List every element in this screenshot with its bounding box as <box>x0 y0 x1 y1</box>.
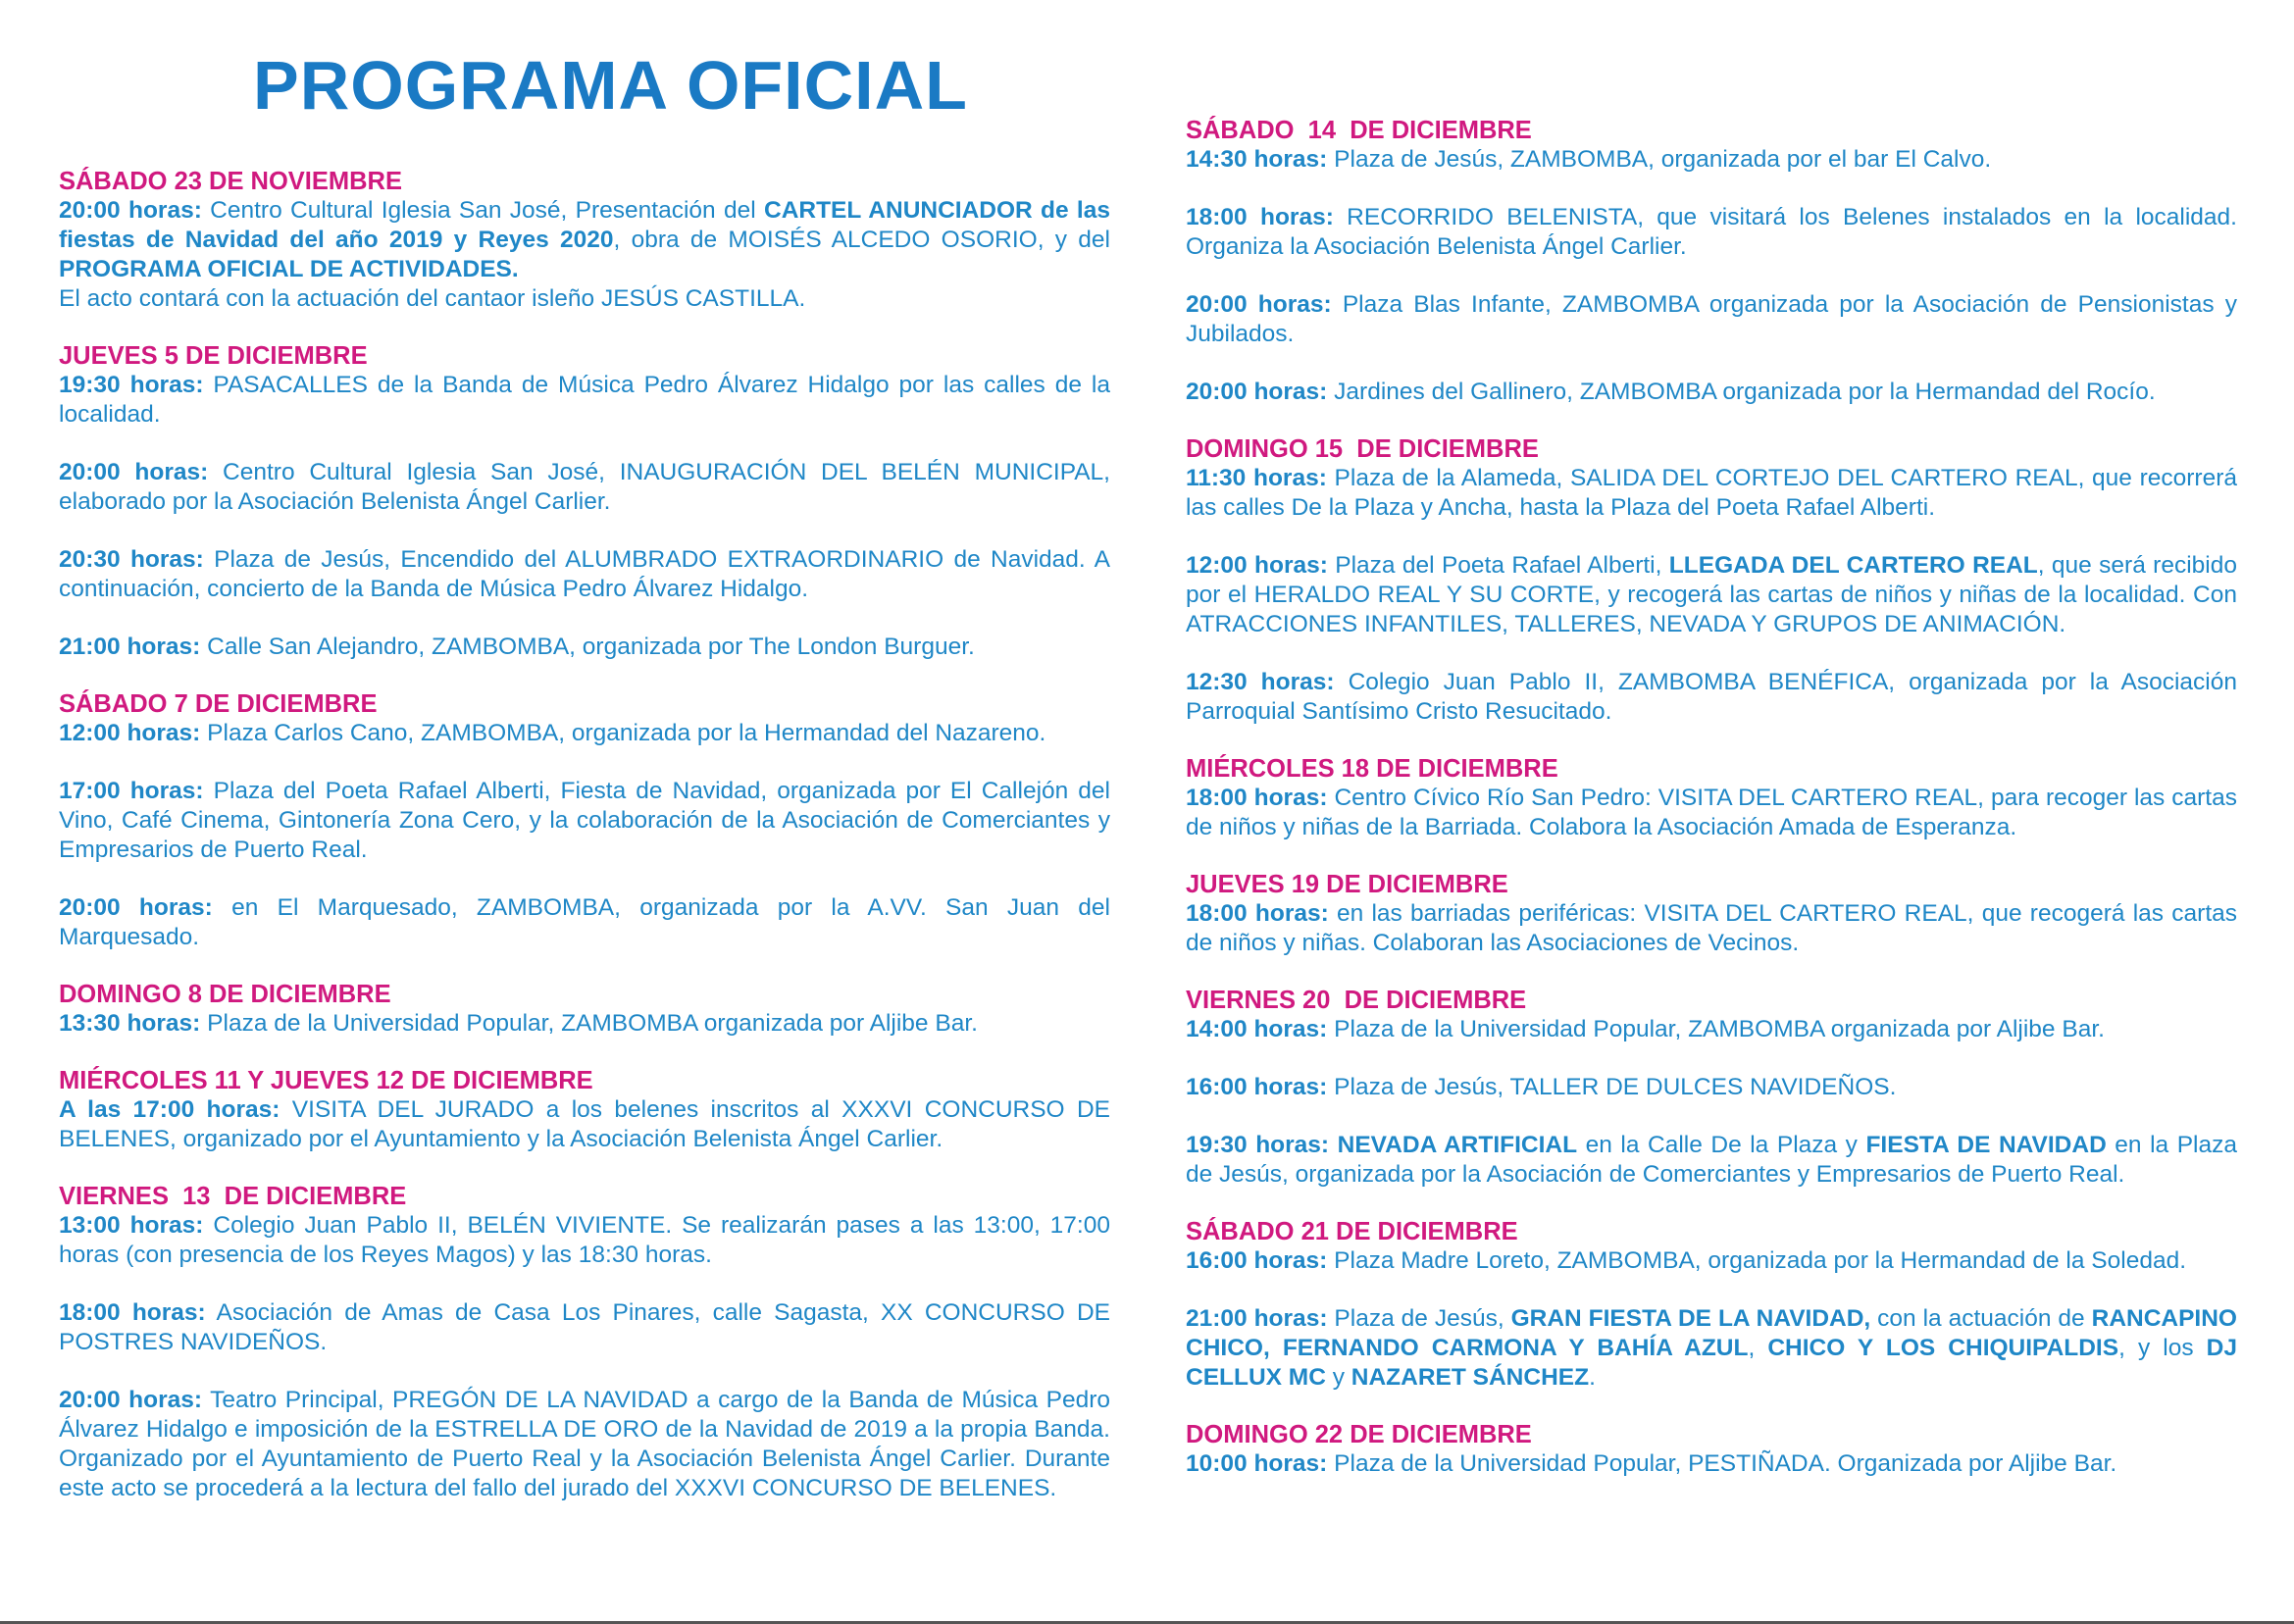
event-description: Colegio Juan Pablo II, ZAMBOMBA BENÉFICA, organizada por la Asociación Parroquial Santísimo Cristo Resucitado. <box>1186 669 2237 725</box>
day-heading: DOMINGO 22 DE DICIEMBRE <box>1186 1421 1532 1448</box>
event-description: en la Plaza de Jesús, organizada por la Asociación de Comerciantes y Empresarios de Puerto Real. <box>1186 1132 2237 1188</box>
event-description: VISITA DEL JURADO a los belenes inscritos al XXXVI CONCURSO DE BELENES, organizado por el Ayuntamiento y la Asociación Belenista Ángel Carlier. <box>59 1096 1110 1152</box>
event-text <box>1186 378 2237 407</box>
day-heading: VIERNES 13 DE DICIEMBRE <box>59 1183 407 1210</box>
day-heading: DOMINGO 15 DE DICIEMBRE <box>1186 435 1539 463</box>
event-time: 14:00 horas: <box>1186 1016 1328 1042</box>
event-entry <box>59 371 1110 430</box>
event-text <box>59 1009 1110 1039</box>
event-text <box>1186 1073 2237 1102</box>
event-text <box>1186 1449 2237 1479</box>
event-entry <box>59 1211 1110 1270</box>
day-block <box>1186 754 2237 842</box>
event-entry <box>1186 1131 2237 1190</box>
event-text <box>59 196 1110 284</box>
event-highlight: CHICO Y LOS CHIQUIPALDIS <box>1767 1335 2119 1361</box>
event-entry <box>59 458 1110 517</box>
event-description: en las barriadas periféricas: VISITA DEL CARTERO REAL, que recogerá las cartas de niños y niñas. Colaboran las Asociaciones de Vecinos. <box>1186 900 2237 956</box>
event-text <box>59 1298 1110 1357</box>
event-description: con la actuación de <box>1870 1305 2092 1332</box>
event-time: 20:00 horas: <box>1186 291 1332 318</box>
event-time: 12:30 horas: <box>1186 669 1335 695</box>
event-entry <box>1186 784 2237 842</box>
event-text <box>59 719 1110 748</box>
day-block <box>1186 116 2237 407</box>
event-text <box>1186 1015 2237 1044</box>
event-highlight: GRAN FIESTA DE LA NAVIDAD, <box>1510 1305 1871 1332</box>
event-description: , obra de MOISÉS ALCEDO OSORIO, y del <box>613 227 1110 253</box>
event-highlight: FIESTA DE NAVIDAD <box>1865 1132 2107 1158</box>
right-column <box>1186 116 2237 1506</box>
page-title: PROGRAMA OFICIAL <box>253 47 968 124</box>
event-entry <box>1186 145 2237 175</box>
day-block <box>1186 1217 2237 1393</box>
event-description: Plaza de la Universidad Popular, PESTIÑADA. Organizada por Aljibe Bar. <box>1327 1450 2117 1477</box>
event-highlight: NAZARET SÁNCHEZ <box>1351 1364 1590 1391</box>
event-time: A las 17:00 horas: <box>59 1096 280 1123</box>
event-note: El acto contará con la actuación del cantaor isleño JESÚS CASTILLA. <box>59 285 806 312</box>
event-entry <box>1186 668 2237 727</box>
event-text <box>59 371 1110 430</box>
event-description: Plaza de Jesús, TALLER DE DULCES NAVIDEÑOS. <box>1327 1074 1897 1100</box>
event-highlight: LLEGADA DEL CARTERO REAL <box>1668 552 2038 579</box>
event-text <box>1186 784 2237 842</box>
event-description: en la Calle De la Plaza y <box>1577 1132 1866 1158</box>
day-heading: MIÉRCOLES 18 DE DICIEMBRE <box>1186 755 1558 783</box>
event-entry <box>59 1009 1110 1039</box>
event-text <box>59 633 1110 662</box>
event-text <box>1186 551 2237 639</box>
event-text <box>59 1211 1110 1270</box>
event-entry <box>59 633 1110 662</box>
event-text <box>1186 1131 2237 1190</box>
event-entry <box>59 1095 1110 1154</box>
event-time: 19:30 horas: <box>1186 1132 1330 1158</box>
day-heading: SÁBADO 14 DE DICIEMBRE <box>1186 117 1532 144</box>
event-description: Plaza Blas Infante, ZAMBOMBA organizada por la Asociación de Pensionistas y Jubilados. <box>1186 291 2237 347</box>
event-time: 13:00 horas: <box>59 1212 204 1239</box>
event-time: 18:00 horas: <box>1186 900 1329 927</box>
event-entry <box>59 719 1110 748</box>
event-highlight: CARTEL ANUNCIADOR de las fiestas de Navidad del año 2019 y Reyes 2020 <box>59 197 1110 253</box>
event-description: Plaza de Jesús, ZAMBOMBA, organizada por el bar El Calvo. <box>1327 146 1992 173</box>
event-highlight: NEVADA ARTIFICIAL <box>1337 1132 1578 1158</box>
event-entry <box>1186 203 2237 262</box>
day-block <box>59 341 1110 662</box>
day-heading: JUEVES 5 DE DICIEMBRE <box>59 342 368 370</box>
event-description: Centro Cultural Iglesia San José, INAUGURACIÓN DEL BELÉN MUNICIPAL, elaborado por la Asociación Belenista Ángel Carlier. <box>59 459 1110 515</box>
event-description: Jardines del Gallinero, ZAMBOMBA organizada por la Hermandad del Rocío. <box>1327 379 2156 405</box>
event-highlight: DJ CELLUX MC <box>1186 1335 2237 1391</box>
event-time: 13:30 horas: <box>59 1010 201 1037</box>
day-block <box>59 1066 1110 1154</box>
event-text <box>1186 668 2237 727</box>
event-time: 18:00 horas: <box>59 1299 206 1326</box>
event-description: , que será recibido por el HERALDO REAL Y SU CORTE, y recogerá las cartas de niños y niñas de la localidad. Con ATRACCIONES INFANTILES, TALLERES, NEVADA Y GRUPOS DE ANIMACIÓN. <box>1186 552 2237 637</box>
day-block <box>59 689 1110 952</box>
event-time: 11:30 horas: <box>1186 465 1327 491</box>
event-time: 20:00 horas: <box>59 459 209 485</box>
day-block <box>1186 1420 2237 1479</box>
event-description: Plaza de la Universidad Popular, ZAMBOMBA organizada por Aljibe Bar. <box>200 1010 978 1037</box>
day-block <box>1186 986 2237 1190</box>
event-entry <box>59 893 1110 952</box>
event-time: 21:00 horas: <box>1186 1305 1328 1332</box>
day-block <box>59 1182 1110 1503</box>
event-time: 12:00 horas: <box>1186 552 1328 579</box>
event-time: 20:00 horas: <box>1186 379 1328 405</box>
event-text <box>59 458 1110 517</box>
event-time: 20:00 horas: <box>59 1387 203 1413</box>
event-entry <box>59 1386 1110 1503</box>
event-entry <box>59 545 1110 604</box>
event-time: 10:00 horas: <box>1186 1450 1328 1477</box>
event-highlight: RANCAPINO CHICO, FERNANDO CARMONA Y BAHÍA AZUL <box>1186 1305 2237 1361</box>
event-description: Calle San Alejandro, ZAMBOMBA, organizada por The London Burguer. <box>200 634 975 660</box>
event-text <box>1186 1304 2237 1393</box>
day-heading: VIERNES 20 DE DICIEMBRE <box>1186 987 1527 1014</box>
event-description <box>1329 1132 1338 1158</box>
event-text <box>59 893 1110 952</box>
event-description: Plaza de la Universidad Popular, ZAMBOMBA organizada por Aljibe Bar. <box>1327 1016 2105 1042</box>
event-description: . <box>1589 1364 1596 1391</box>
event-entry <box>1186 1304 2237 1393</box>
event-description: Teatro Principal, PREGÓN DE LA NAVIDAD a cargo de la Banda de Música Pedro Álvarez Hidalgo e imposición de la ESTRELLA DE ORO de la Navidad de 2019 a la propia Banda. Organizado por el Ayuntamiento de Puerto Real y la Asociación Belenista Ángel Carlier. Durante este acto se procederá a la lectura del fallo del jurado del XXXVI CONCURSO DE BELENES. <box>59 1387 1110 1501</box>
event-entry <box>1186 1246 2237 1276</box>
event-entry <box>59 777 1110 865</box>
event-time: 16:00 horas: <box>1186 1074 1328 1100</box>
event-description: y <box>1325 1364 1351 1391</box>
event-description: Asociación de Amas de Casa Los Pinares, calle Sagasta, XX CONCURSO DE POSTRES NAVIDEÑOS. <box>59 1299 1110 1355</box>
event-text <box>1186 464 2237 523</box>
event-text <box>59 545 1110 604</box>
event-time: 17:00 horas: <box>59 778 204 804</box>
event-description: , y los <box>2118 1335 2207 1361</box>
day-heading: SÁBADO 21 DE DICIEMBRE <box>1186 1218 1518 1245</box>
event-text <box>59 1095 1110 1154</box>
event-text <box>59 777 1110 865</box>
day-heading: SÁBADO 23 DE NOVIEMBRE <box>59 168 402 195</box>
event-time: 12:00 horas: <box>59 720 201 746</box>
event-text <box>59 1386 1110 1503</box>
event-time: 20:00 horas: <box>59 197 202 224</box>
day-heading: DOMINGO 8 DE DICIEMBRE <box>59 981 391 1008</box>
event-description: RECORRIDO BELENISTA, que visitará los Belenes instalados en la localidad. Organiza la Asociación Belenista Ángel Carlier. <box>1186 204 2237 260</box>
event-time: 20:00 horas: <box>59 894 213 921</box>
event-time: 18:00 horas: <box>1186 204 1334 230</box>
event-description: Plaza Madre Loreto, ZAMBOMBA, organizada por la Hermandad de la Soledad. <box>1327 1247 2187 1274</box>
event-entry <box>1186 378 2237 407</box>
event-time: 19:30 horas: <box>59 372 204 398</box>
event-time: 18:00 horas: <box>1186 785 1328 811</box>
event-entry <box>1186 290 2237 349</box>
event-text <box>1186 203 2237 262</box>
day-block <box>59 167 1110 314</box>
event-entry <box>59 1298 1110 1357</box>
event-description: , <box>1748 1335 1768 1361</box>
event-entry <box>1186 464 2237 523</box>
event-text <box>1186 145 2237 175</box>
event-entry <box>1186 1073 2237 1102</box>
event-entry <box>59 196 1110 314</box>
event-entry <box>1186 899 2237 958</box>
event-description: Centro Cívico Río San Pedro: VISITA DEL CARTERO REAL, para recoger las cartas de niños y niñas de la Barriada. Colabora la Asociación Amada de Esperanza. <box>1186 785 2237 840</box>
event-entry <box>1186 1015 2237 1044</box>
event-time: 21:00 horas: <box>59 634 201 660</box>
event-description: en El Marquesado, ZAMBOMBA, organizada por la A.VV. San Juan del Marquesado. <box>59 894 1110 950</box>
event-description: Plaza de la Alameda, SALIDA DEL CORTEJO DEL CARTERO REAL, que recorrerá las calles De la Plaza y Ancha, hasta la Plaza del Poeta Rafael Alberti. <box>1186 465 2237 521</box>
event-description: Plaza del Poeta Rafael Alberti, Fiesta de Navidad, organizada por El Callejón del Vino, Café Cinema, Gintonería Zona Cero, y la colaboración de la Asociación de Comerciantes y Empresarios de Puerto Real. <box>59 778 1110 863</box>
event-text <box>1186 1246 2237 1276</box>
event-text <box>1186 899 2237 958</box>
event-text <box>1186 290 2237 349</box>
left-column <box>59 167 1110 1531</box>
event-entry <box>1186 551 2237 639</box>
event-description: Plaza del Poeta Rafael Alberti, <box>1327 552 1669 579</box>
event-description: Plaza Carlos Cano, ZAMBOMBA, organizada por la Hermandad del Nazareno. <box>200 720 1046 746</box>
day-heading: JUEVES 19 DE DICIEMBRE <box>1186 871 1508 898</box>
event-time: 16:00 horas: <box>1186 1247 1328 1274</box>
event-description: PASACALLES de la Banda de Música Pedro Álvarez Hidalgo por las calles de la localidad. <box>59 372 1110 428</box>
event-highlight: PROGRAMA OFICIAL DE ACTIVIDADES. <box>59 256 519 282</box>
event-description: Plaza de Jesús, <box>1327 1305 1511 1332</box>
day-block <box>59 980 1110 1039</box>
event-time: 20:30 horas: <box>59 546 204 573</box>
day-heading: SÁBADO 7 DE DICIEMBRE <box>59 690 378 718</box>
event-description: Plaza de Jesús, Encendido del ALUMBRADO EXTRAORDINARIO de Navidad. A continuación, concierto de la Banda de Música Pedro Álvarez Hidalgo. <box>59 546 1110 602</box>
event-description: Centro Cultural Iglesia San José, Presentación del <box>201 197 764 224</box>
event-time: 14:30 horas: <box>1186 146 1328 173</box>
event-entry <box>1186 1449 2237 1479</box>
day-heading: MIÉRCOLES 11 Y JUEVES 12 DE DICIEMBRE <box>59 1067 593 1094</box>
event-description: Colegio Juan Pablo II, BELÉN VIVIENTE. Se realizarán pases a las 13:00, 17:00 horas (con presencia de los Reyes Magos) y las 18:30 horas. <box>59 1212 1110 1268</box>
day-block <box>1186 434 2237 727</box>
day-block <box>1186 870 2237 958</box>
